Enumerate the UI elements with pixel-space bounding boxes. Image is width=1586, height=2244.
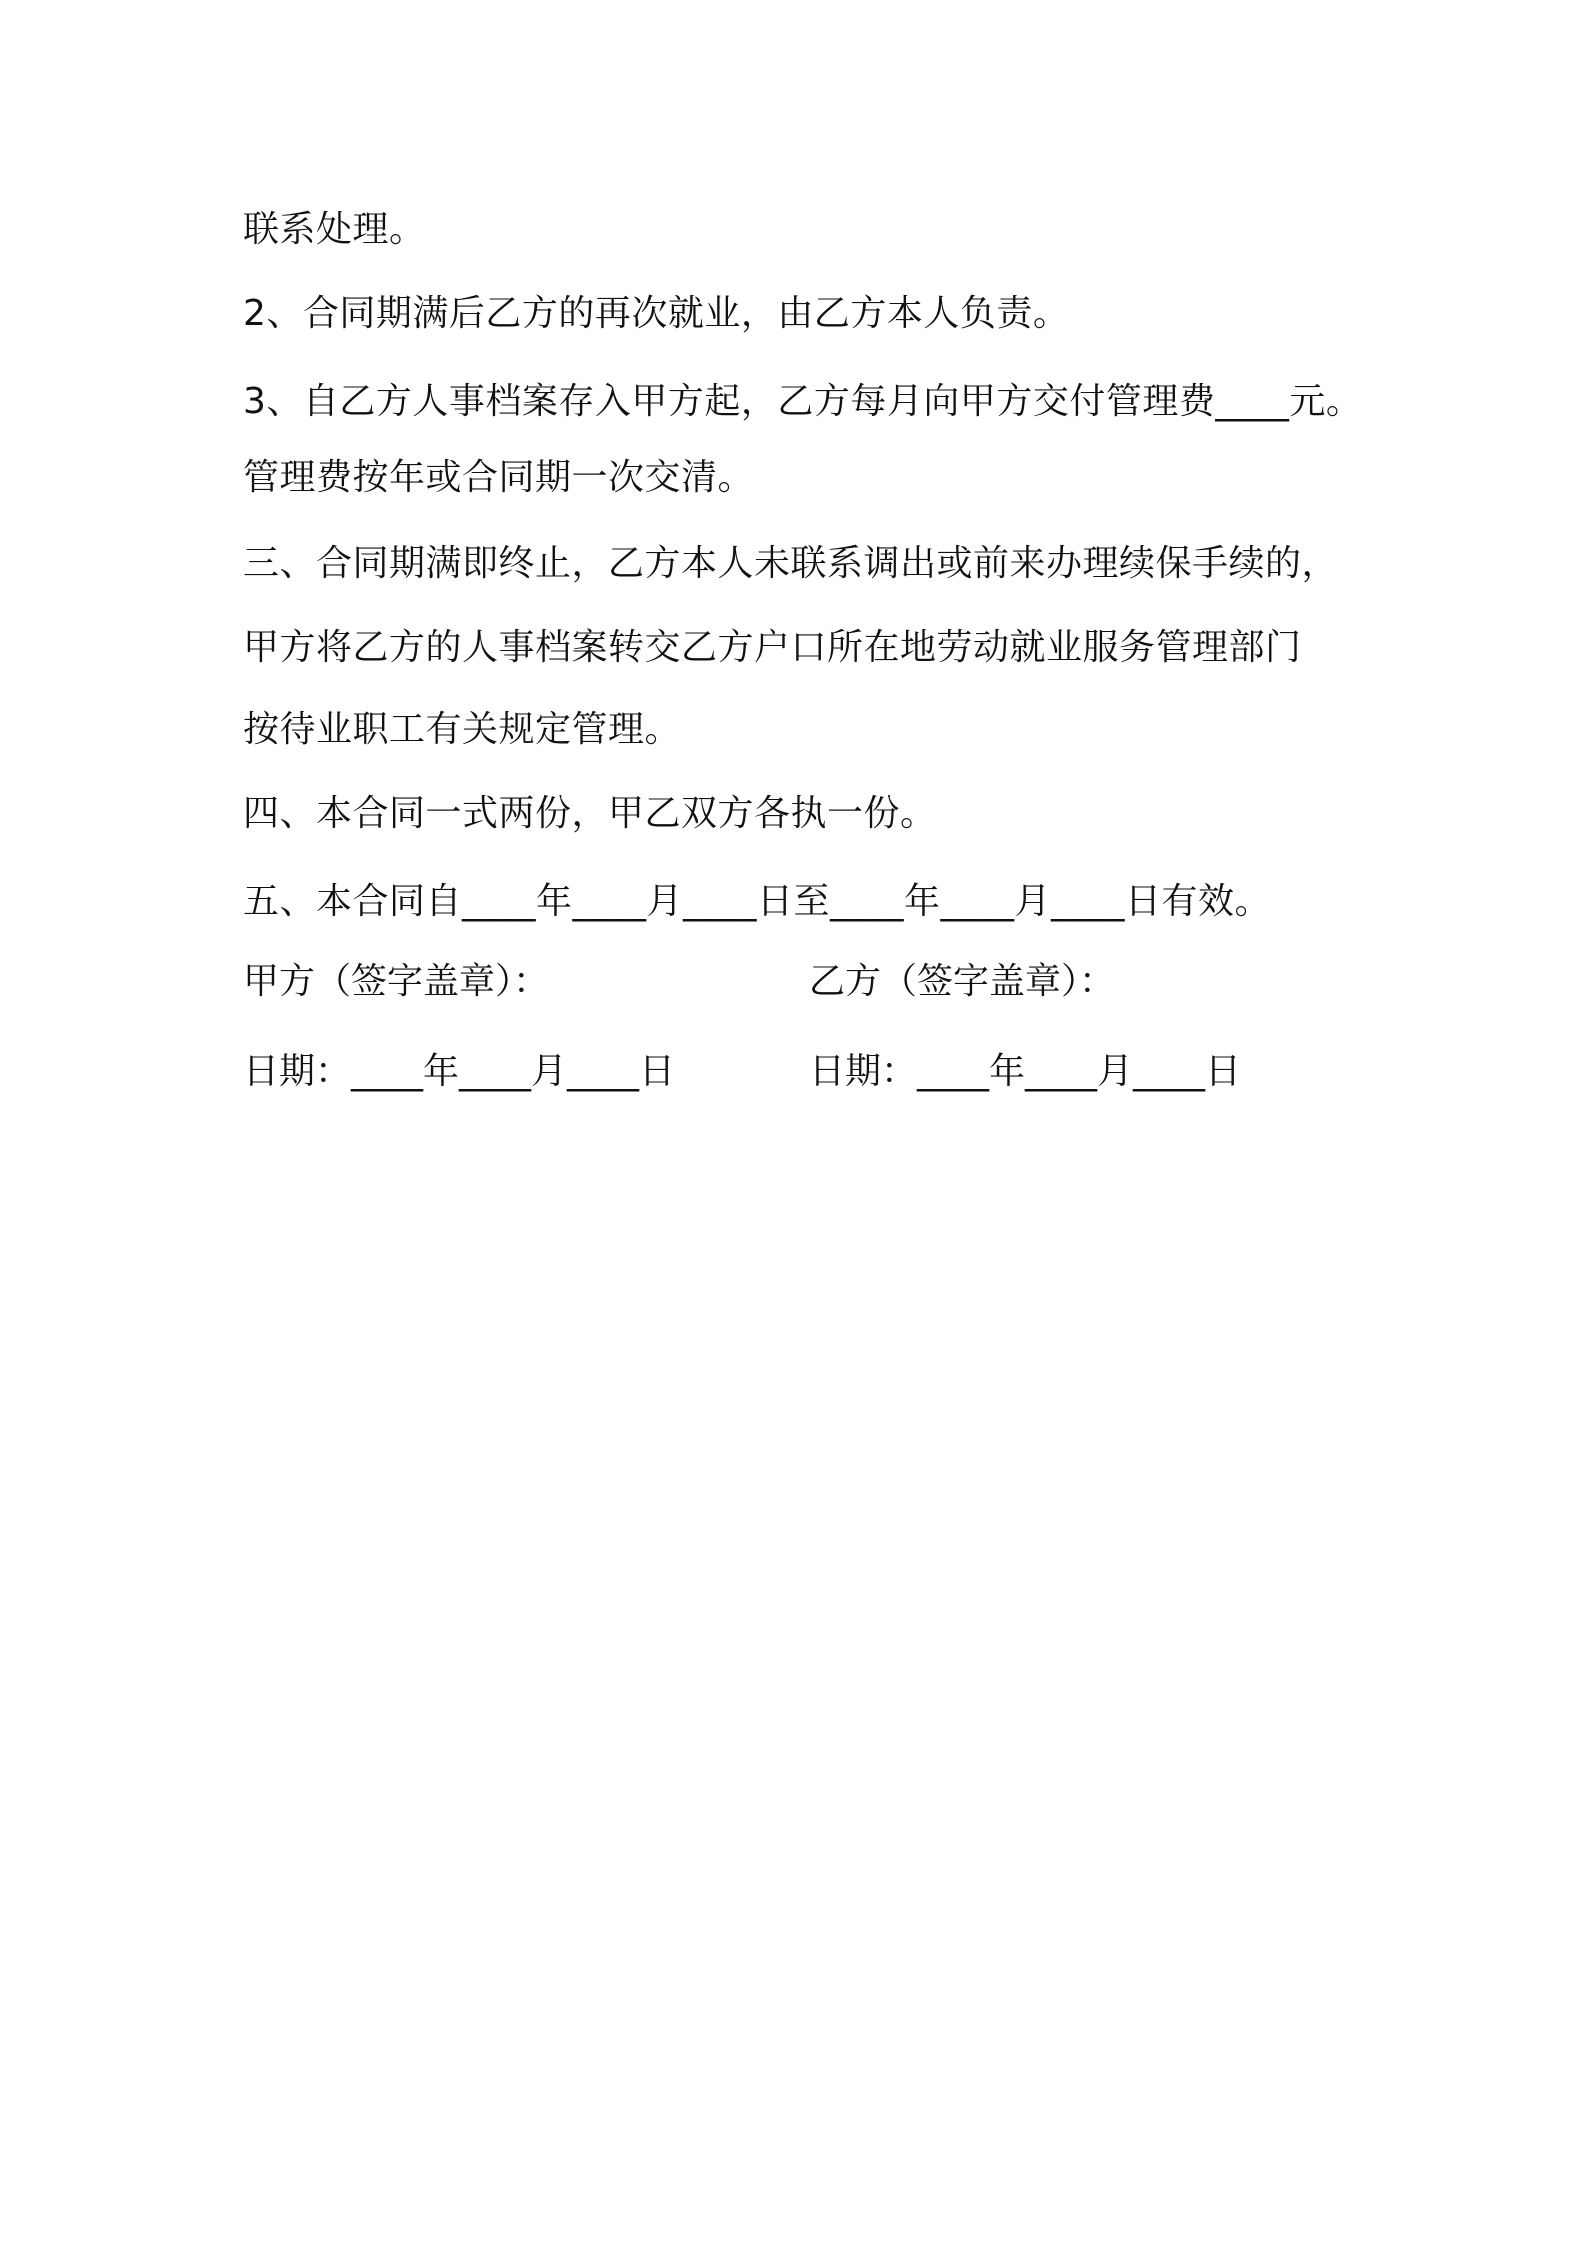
- paragraph-line-9: 五、本合同自____年____月____日至____年____月____日有效。: [243, 881, 1272, 922]
- paragraph-line-8: 四、本合同一式两份，甲乙双方各执一份。: [243, 793, 937, 834]
- paragraph-line-4: 管理费按年或合同期一次交清。: [243, 457, 755, 498]
- paragraph-line-1: 联系处理。: [243, 209, 426, 250]
- party-a-signature-label: 甲方（签字盖章）：: [243, 961, 550, 1002]
- paragraph-line-6: 甲方将乙方的人事档案转交乙方户口所在地劳动就业服务管理部门: [243, 627, 1302, 668]
- party-b-signature-label: 乙方（签字盖章）：: [809, 961, 1116, 1002]
- party-b-date-line: 日期：____年____月____日: [809, 1051, 1242, 1092]
- paragraph-line-3: 3、自乙方人事档案存入甲方起，乙方每月向甲方交付管理费____元。: [243, 381, 1363, 422]
- party-a-date-line: 日期：____年____月____日: [243, 1051, 676, 1092]
- paragraph-line-7: 按待业职工有关规定管理。: [243, 709, 682, 750]
- paragraph-line-2: 2、合同期满后乙方的再次就业，由乙方本人负责。: [243, 293, 1070, 334]
- paragraph-line-5: 三、合同期满即终止，乙方本人未联系调出或前来办理续保手续的，: [243, 543, 1339, 584]
